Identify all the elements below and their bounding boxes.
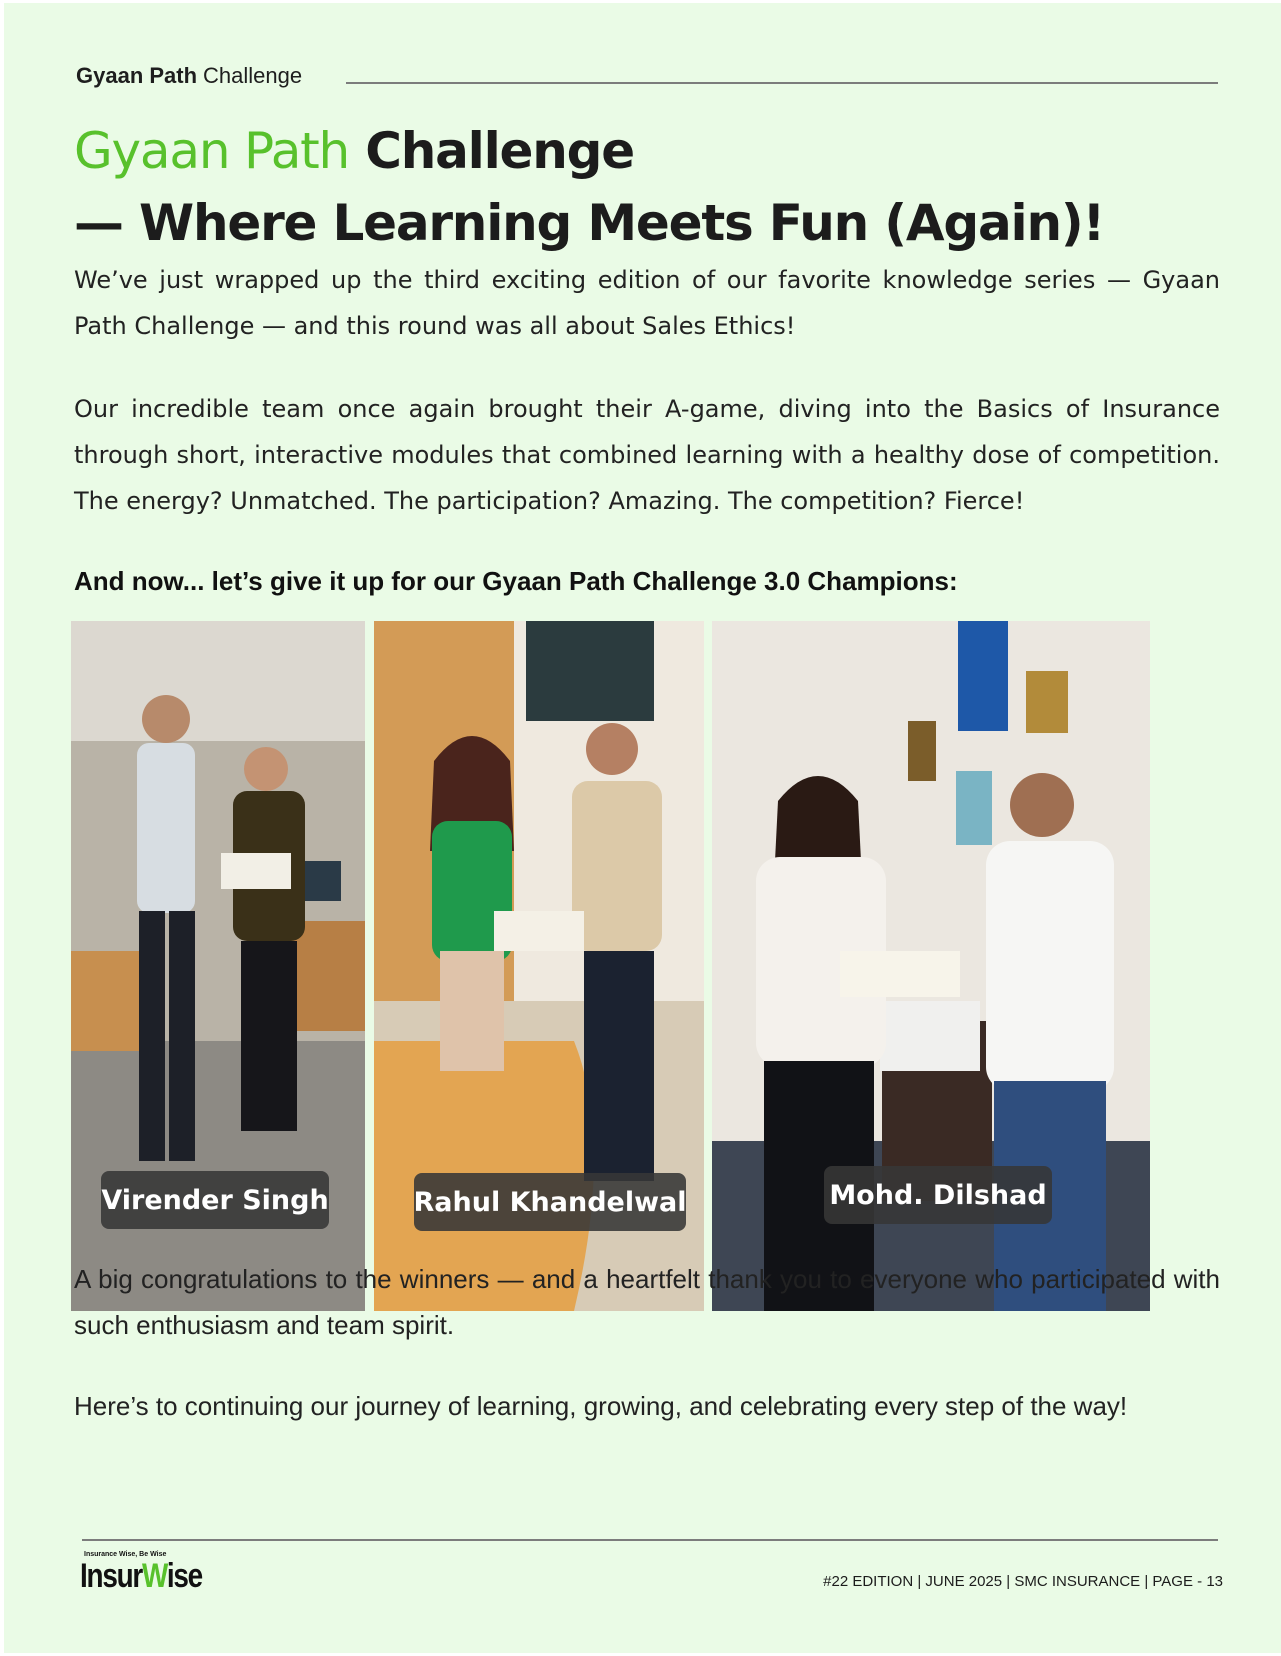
article-title xyxy=(74,115,1254,259)
winner-name-tag-3 xyxy=(824,1166,1052,1224)
logo-part-b: W xyxy=(142,1557,167,1595)
winner-photo-1 xyxy=(71,621,365,1311)
header-divider xyxy=(346,82,1218,84)
logo-part-a: Insur xyxy=(80,1557,143,1595)
winner-photo-3 xyxy=(712,621,1150,1311)
winner-name-2: Rahul Khandelwal xyxy=(413,1186,687,1218)
winner-photo-2 xyxy=(374,621,704,1311)
intro-paragraph: We’ve just wrapped up the third exciting edition of our favorite knowledge series — Gyaan Path Challenge — and this round was all about Sales Ethics! xyxy=(74,266,1220,340)
title-highlight: Gyaan Path xyxy=(74,122,350,180)
closing-paragraph: Here’s to continuing our journey of learning, growing, and celebrating every step of the way! xyxy=(74,1391,1128,1421)
running-header-bold: Gyaan Path xyxy=(76,63,198,88)
running-header-rest: Challenge xyxy=(203,63,303,88)
winner-name-1: Virender Singh xyxy=(101,1184,329,1216)
logo-wordmark xyxy=(80,1557,202,1596)
body-paragraph: Our incredible team once again brought their A-game, diving into the Basics of Insurance through short, interactive modules that combined learning with a healthy dose of competition. The energy? Unmatched. The participation? Amazing. The competition? Fierce! xyxy=(74,395,1220,515)
logo-part-c: ise xyxy=(166,1557,202,1595)
winner-name-3: Mohd. Dilshad xyxy=(829,1179,1047,1211)
winner-name-tag-2 xyxy=(414,1173,686,1231)
page xyxy=(4,3,1281,1653)
congrats-paragraph: A big congratulations to the winners — and a heartfelt thank you to everyone who participated with such enthusiasm and team spirit. xyxy=(74,1264,1220,1340)
logo-tagline: Insurance Wise, Be Wise xyxy=(84,1551,167,1558)
title-line-2: — Where Learning Meets Fun (Again)! xyxy=(74,194,1105,252)
footer-divider xyxy=(82,1539,1218,1541)
title-rest: Challenge xyxy=(349,122,634,180)
winner-name-tag-1 xyxy=(101,1171,329,1229)
edition-footer: #22 EDITION | JUNE 2025 | SMC INSURANCE | PAGE - 13 xyxy=(823,1573,1223,1590)
insurwise-logo xyxy=(80,1551,200,1603)
champions-lead: And now... let’s give it up for our Gyaan Path Challenge 3.0 Champions: xyxy=(74,566,958,596)
running-header xyxy=(76,61,302,91)
